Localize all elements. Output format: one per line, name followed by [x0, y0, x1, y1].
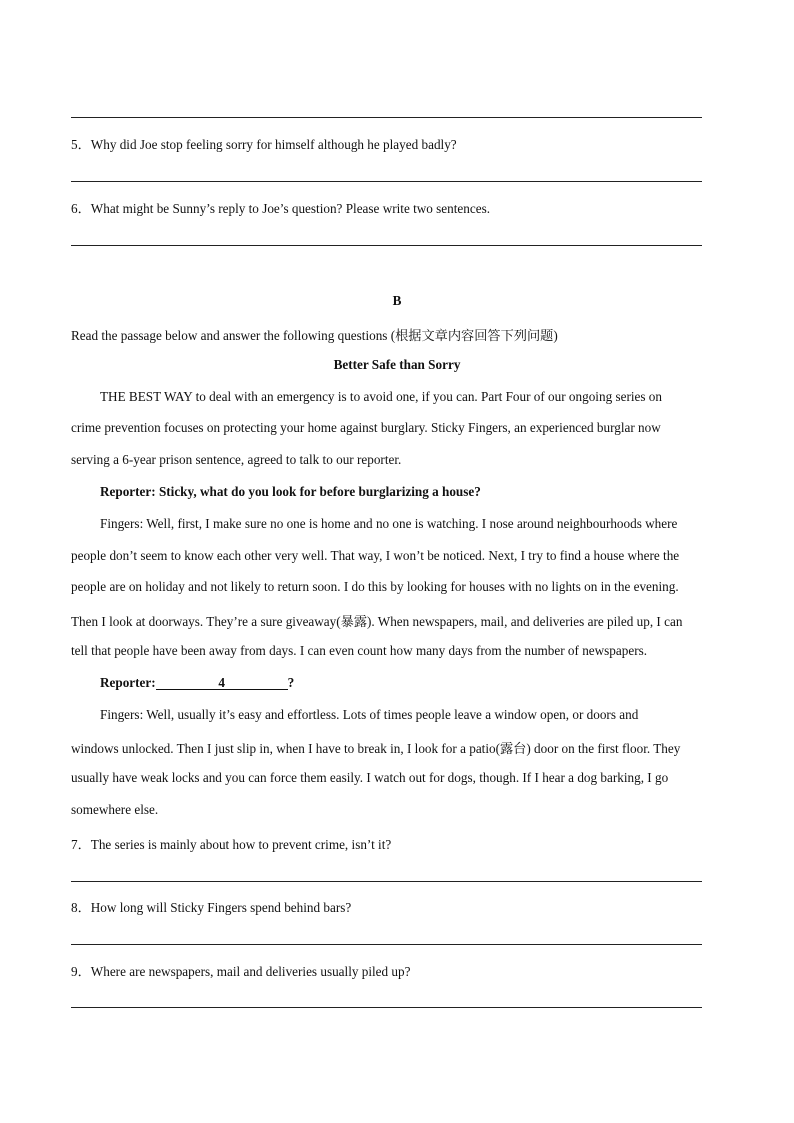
- question-number: 5．: [71, 137, 91, 152]
- passage-intro-line: serving a 6-year prison sentence, agreed to talk to our reporter.: [71, 452, 402, 467]
- question-number: 7．: [71, 837, 91, 852]
- question-5: [71, 134, 723, 153]
- passage-intro-line: THE BEST WAY to deal with an emergency is to avoid one, if you can. Part Four of our ongoing series on: [100, 389, 662, 404]
- section-instruction: Read the passage below and answer the following questions (根据文章内容回答下列问题): [71, 328, 558, 343]
- answer-2-line: usually have weak locks and you can force them easily. I watch out for dogs, though. If I hear a dog barking, I go: [71, 770, 669, 785]
- answer-1-line: Then I look at doorways. They’re a sure giveaway(暴露). When newspapers, mail, and deliveries are piled up, I can: [71, 614, 683, 629]
- answer-line-9[interactable]: [71, 1007, 702, 1008]
- reporter-question-1: Reporter: Sticky, what do you look for before burglarizing a house?: [100, 484, 481, 499]
- question-number: 6．: [71, 201, 91, 216]
- question-9: [71, 961, 723, 980]
- question-mark: ?: [287, 675, 295, 690]
- answer-2-line: somewhere else.: [71, 802, 159, 817]
- answer-line-8[interactable]: [71, 944, 702, 945]
- answer-line-5[interactable]: [71, 181, 702, 182]
- answer-1-line: people don’t seem to know each other very well. That way, I won’t be noticed. Next, I try to find a house where the: [71, 548, 680, 563]
- reporter-question-2: [100, 675, 752, 691]
- answer-2-line: windows unlocked. Then I just slip in, when I have to break in, I look for a patio(露台) door on the first floor. They: [71, 741, 681, 756]
- passage-title: Better Safe than Sorry: [333, 357, 461, 372]
- section-letter: B: [392, 293, 402, 308]
- question-text: How long will Sticky Fingers spend behind bars?: [90, 900, 352, 915]
- answer-1-line: people are on holiday and not likely to return soon. I do this by looking for houses with no lights on in the evening.: [71, 579, 679, 594]
- question-number: 9．: [71, 964, 91, 979]
- answer-1-line: Fingers: Well, first, I make sure no one is home and no one is watching. I nose around neighbourhoods where: [100, 516, 678, 531]
- blank-4[interactable]: 4: [156, 676, 288, 690]
- answer-line-6[interactable]: [71, 245, 702, 246]
- question-text: Where are newspapers, mail and deliveries usually piled up?: [90, 964, 411, 979]
- question-8: [71, 897, 723, 916]
- reporter-label: Reporter:: [100, 675, 156, 690]
- answer-line-7[interactable]: [71, 881, 702, 882]
- question-text: The series is mainly about how to prevent crime, isn’t it?: [90, 837, 392, 852]
- question-number: 8．: [71, 900, 91, 915]
- question-6: [71, 198, 723, 217]
- answer-2-line: Fingers: Well, usually it’s easy and effortless. Lots of times people leave a window open, or doors and: [100, 707, 639, 722]
- question-text: What might be Sunny’s reply to Joe’s question? Please write two sentences.: [90, 201, 490, 216]
- answer-1-line: tell that people have been away from days. I can even count how many days from the number of newspapers.: [71, 643, 648, 658]
- question-7: [71, 834, 723, 853]
- answer-line-4[interactable]: [71, 117, 702, 118]
- passage-intro-line: crime prevention focuses on protecting your home against burglary. Sticky Fingers, an experienced burglar now: [71, 420, 661, 435]
- question-text: Why did Joe stop feeling sorry for himself although he played badly?: [90, 137, 457, 152]
